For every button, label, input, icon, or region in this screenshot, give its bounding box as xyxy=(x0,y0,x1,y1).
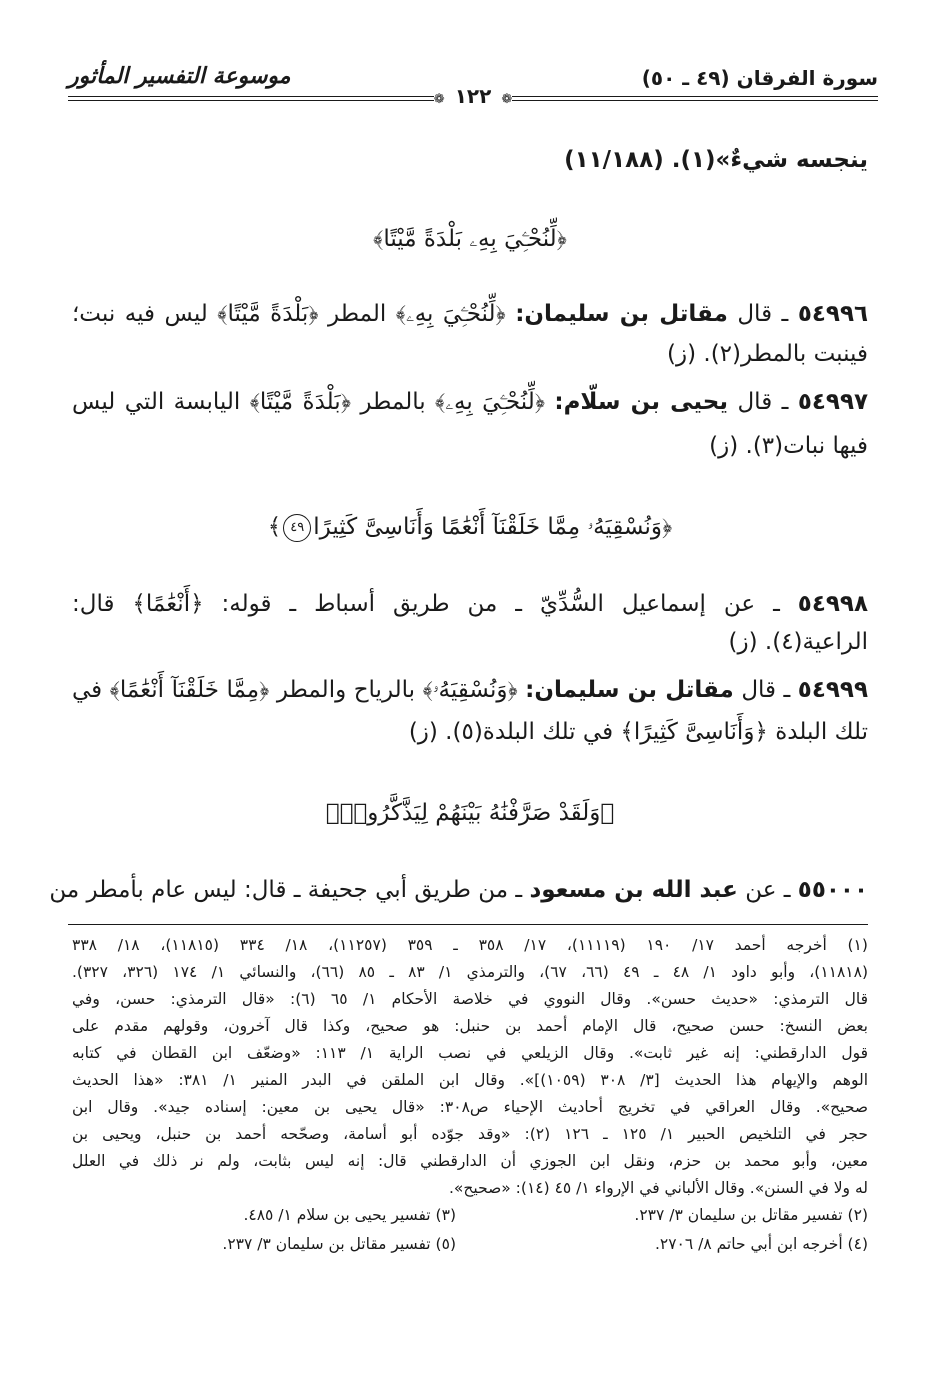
entry-text: تلك البلدة ﴿وَأَنَاسِىَّ كَثِيرًا﴾ في تلك البلدة(٥). (ز) xyxy=(408,719,868,745)
page-number: ١٢٢ xyxy=(445,84,502,108)
continuation-text: ينجسه شيءٌ»(١). (١١/١٨٨) xyxy=(564,147,868,173)
footnote-line: قول الدارقطني: إنه غير ثابت». وقال الزيلعي في نصب الراية ١/ ١١٣: «وضعّف ابن القطان في كتابه xyxy=(72,1044,868,1062)
footnote-line: بعض النسخ: حسن صحيح، قال الإمام أحمد بن حنبل: هو صحيح، وكذا قال آخرون، وقولهم مقدم على xyxy=(72,1017,868,1035)
entry-text: ـ عن إسماعيل السُّدِّيّ ـ من طريق أسباط ـ قوله: ﴿أَنْعَٰمًا﴾ قال: xyxy=(72,591,780,617)
narrator-name: عبد الله بن مسعود xyxy=(529,877,738,903)
entry-prefix: ـ قال xyxy=(741,677,791,703)
verse-heading xyxy=(72,514,868,542)
narrator-name: مقاتل بن سليمان: xyxy=(515,301,728,327)
entry-line xyxy=(72,296,868,332)
entry-number: ٥٤٩٩٦ xyxy=(797,301,869,327)
ayah-number-marker: ٤٩ xyxy=(283,514,311,542)
footnote-line: معين، وأبو محمد بن حزم، ونقل ابن الجوزي أن الدارقطني قال: إنه ليس بثابت، ولم نر ذلك في العلل xyxy=(72,1152,868,1170)
verse-heading: ﴿وَلَقَدْ صَرَّفْنَٰهُ بَيْنَهُمْ لِيَذَّكَّرُوا۟﴾ xyxy=(325,800,615,826)
footnote-line: الوهم والإيهام هذا الحديث [٣/ ٣٠٨ (١٠٥٩)]». وقال ابن الملقن في البدر المنير ١/ ٣٨١: «هذا الحديث xyxy=(72,1071,868,1089)
verse-heading: ﴿لِّنُحْـِۧيَ بِهِۦ بَلْدَةً مَّيْتًا﴾ xyxy=(373,226,567,252)
footnote-5: (٥) تفسير مقاتل بن سليمان ٣/ ٢٣٧. xyxy=(222,1235,456,1253)
entry-line xyxy=(72,428,868,464)
entry-number: ٥٤٩٩٧ xyxy=(797,389,869,415)
entry-number: ٥٤٩٩٨ xyxy=(797,591,868,617)
footnote-3: (٣) تفسير يحيى بن سلام ١/ ٤٨٥. xyxy=(243,1206,456,1224)
footnote-line: قال الترمذي: «حديث حسن». وقال النووي في خلاصة الأحكام ١/ ٦٥ (٦): «قال الترمذي: حسن، وفي xyxy=(72,990,868,1008)
footnote-2: (٢) تفسير مقاتل بن سليمان ٣/ ٢٣٧. xyxy=(634,1206,868,1224)
entry-text: ـ من طريق أبي جحيفة ـ قال: ليس عام بأمطر من xyxy=(49,877,523,903)
footnote-line: (١١٨١٨)، وأبو داود ١/ ٤٨ ـ ٤٩ (٦٦، ٦٧)، والترمذي ١/ ٨٣ ـ ٨٥ (٦٦)، والنسائي ١/ ١٧٤ (٣٢٦، ٣٢٧). xyxy=(72,963,869,981)
footnote-line: حجر في التلخيص الحبير ١/ ١٢٥ ـ ١٢٦ (٢): «وقد جوّده أبو أسامة، وصحّحه أحمد بن حنبل، ويحيى بن xyxy=(72,1125,868,1143)
narrator-name: يحيى بن سلّام: xyxy=(554,389,729,415)
entry-text: فيها نبات(٣). (ز) xyxy=(709,433,868,459)
footnote-rule xyxy=(68,924,868,925)
entry-text: الراعية(٤). (ز) xyxy=(728,629,868,655)
entry-prefix: ـ عن xyxy=(745,877,791,903)
entry-line xyxy=(72,624,868,660)
continuation-line xyxy=(72,142,868,178)
entry-line xyxy=(72,384,868,420)
entry-number: ٥٥٠٠٠ xyxy=(797,877,868,903)
footnote-line: صحيح». وقال العراقي في تخريج أحاديث الإحياء ص٣٠٨: «قال يحيى بن معين: إسناده جيد». وقال ابن xyxy=(72,1098,869,1116)
verse-close-bracket: ﴾ xyxy=(267,514,282,540)
series-title: موسوعة التفسير المأثور xyxy=(68,64,291,89)
entry-text: ﴿وَنُسْقِيَهُۥ﴾ بالرياح والمطر ﴿مِمَّا خَلَقْنَآ أَنْعَٰمًا﴾ في xyxy=(72,677,518,703)
entry-prefix: ـ قال xyxy=(737,301,789,327)
entry-text: فينبت بالمطر(٢). (ز) xyxy=(667,341,868,367)
entry-line xyxy=(72,586,868,622)
footnote-line: (١) أخرجه أحمد ١٧/ ١٩٠ (١١١١٩)، ١٧/ ٣٥٨ ـ ٣٥٩ (١١٢٥٧)، ١٨/ ٣٣٤ (١١٨١٥)، ١٨/ ٣٣٨ xyxy=(72,936,868,954)
entry-number: ٥٤٩٩٩ xyxy=(797,677,868,703)
verse-text: ﴿وَنُسْقِيَهُۥ مِمَّا خَلَقْنَآ أَنْعَٰمًا وَأَنَاسِىَّ كَثِيرًا xyxy=(313,514,673,540)
entry-line xyxy=(49,872,868,908)
surah-title: سورة الفرقان (٤٩ ـ ٥٠) xyxy=(641,66,878,90)
ornament-icon: ❁ xyxy=(501,92,513,107)
entry-line xyxy=(72,714,868,750)
footnote-line: له ولا في السنن». وقال الألباني في الإرواء ١/ ٤٥ (١٤): «صحيح». xyxy=(448,1179,868,1197)
entry-line xyxy=(72,672,868,708)
entry-text: ﴿لِّنُحْـِۧيَ بِهِۦ﴾ بالمطر ﴿بَلْدَةً مَّيْتًا﴾ اليابسة التي ليس xyxy=(72,389,545,415)
narrator-name: مقاتل بن سليمان: xyxy=(525,677,734,703)
entry-text: ﴿لِّنُحْـِۧيَ بِهِۦ﴾ المطر ﴿بَلْدَةً مَّيْتًا﴾ ليس فيه نبت؛ xyxy=(72,301,506,327)
page-header xyxy=(68,62,878,108)
ornament-icon: ❁ xyxy=(433,92,445,107)
footnote-4: (٤) أخرجه ابن أبي حاتم ٨/ ٢٧٠٦. xyxy=(654,1235,868,1253)
entry-line xyxy=(72,336,868,372)
entry-prefix: ـ قال xyxy=(737,389,789,415)
